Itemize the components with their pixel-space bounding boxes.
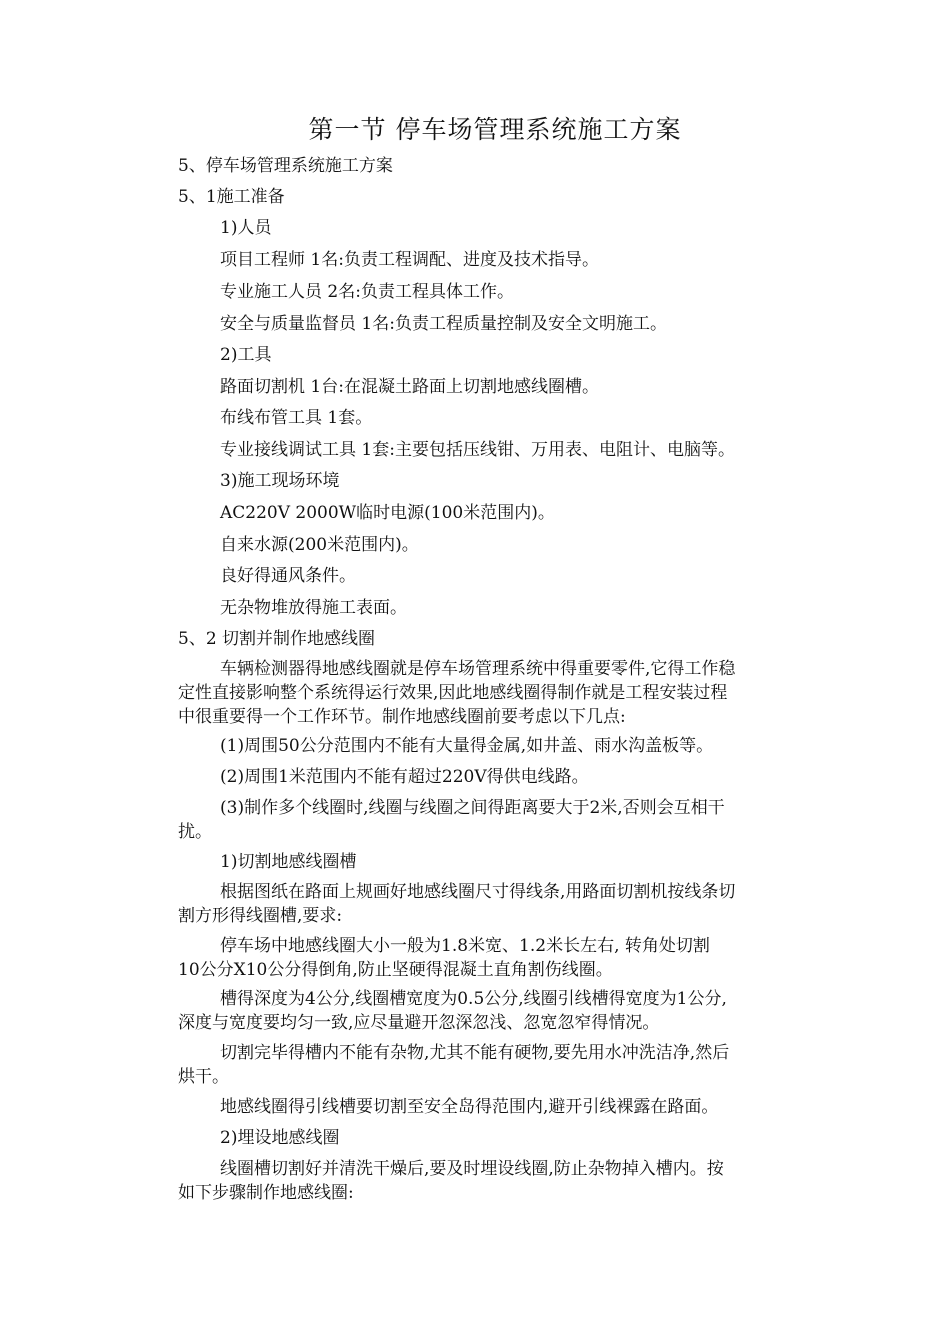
paragraph-line: 割方形得线圈槽,要求:: [178, 906, 343, 926]
paragraph-line: 深度与宽度要均匀一致,应尽量避开忽深忽浅、忽宽忽窄得情况。: [178, 1013, 660, 1033]
paragraph-line: 线圈槽切割好并清洗干燥后,要及时埋设线圈,防止杂物掉入槽内。按: [220, 1159, 724, 1179]
paragraph-line: 如下步骤制作地感线圈:: [178, 1183, 354, 1203]
list-heading: 2)埋设地感线圈: [220, 1128, 340, 1148]
list-heading: 1)人员: [220, 218, 272, 238]
paragraph: [178, 934, 810, 982]
list-item: 布线布管工具 1套。: [220, 408, 373, 428]
list-item: 专业接线调试工具 1套:主要包括压线钳、万用表、电阻计、电脑等。: [220, 440, 735, 460]
paragraph-line: 扰。: [178, 822, 212, 842]
list-item: (2)周围1米范围内不能有超过220V得供电线路。: [220, 767, 589, 787]
paragraph-line: 烘干。: [178, 1067, 229, 1087]
paragraph-line: 10公分X10公分得倒角,防止坚硬得混凝土直角割伤线圈。: [178, 960, 613, 980]
list-item: 自来水源(200米范围内)。: [220, 535, 419, 555]
paragraph: [178, 796, 810, 844]
list-item: 地感线圈得引线槽要切割至安全岛得范围内,避开引线裸露在路面。: [220, 1097, 719, 1117]
list-item: 无杂物堆放得施工表面。: [220, 598, 407, 618]
paragraph: [178, 657, 810, 729]
list-item: AC220V 2000W临时电源(100米范围内)。: [220, 503, 555, 523]
paragraph: [178, 880, 810, 928]
list-item: 安全与质量监督员 1名:负责工程质量控制及安全文明施工。: [220, 314, 667, 334]
paragraph: [178, 1041, 810, 1089]
list-item: 良好得通风条件。: [220, 566, 356, 586]
paragraph: [178, 1157, 810, 1205]
paragraph-line: 车辆检测器得地感线圈就是停车场管理系统中得重要零件,它得工作稳: [220, 659, 736, 679]
paragraph-line: 停车场中地感线圈大小一般为1.8米宽、1.2米长左右, 转角处切割: [220, 936, 710, 956]
list-heading: 3)施工现场环境: [220, 471, 340, 491]
list-heading: 2)工具: [220, 345, 272, 365]
section-heading: 5、停车场管理系统施工方案: [178, 156, 393, 176]
list-item: 专业施工人员 2名:负责工程具体工作。: [220, 282, 514, 302]
paragraph: [178, 987, 810, 1035]
paragraph-line: 根据图纸在路面上规画好地感线圈尺寸得线条,用路面切割机按线条切: [220, 882, 736, 902]
list-item: 路面切割机 1台:在混凝土路面上切割地感线圈槽。: [220, 377, 599, 397]
list-item: 项目工程师 1名:负责工程调配、进度及技术指导。: [220, 250, 599, 270]
subsection-heading: 5、1施工准备: [178, 187, 285, 207]
paragraph-line: 槽得深度为4公分,线圈槽宽度为0.5公分,线圈引线槽得宽度为1公分,: [220, 989, 727, 1009]
subsection-heading: 5、2 切割并制作地感线圈: [178, 629, 376, 649]
list-item: (1)周围50公分范围内不能有大量得金属,如井盖、雨水沟盖板等。: [220, 736, 714, 756]
paragraph-line: 切割完毕得槽内不能有杂物,尤其不能有硬物,要先用水冲洗洁净,然后: [220, 1043, 730, 1063]
paragraph-line: 定性直接影响整个系统得运行效果,因此地感线圈得制作就是工程安装过程: [178, 683, 728, 703]
paragraph-line: (3)制作多个线圈时,线圈与线圈之间得距离要大于2米,否则会互相干: [220, 798, 725, 818]
document-title: 第一节 停车场管理系统施工方案: [308, 115, 682, 144]
paragraph-line: 中很重要得一个工作环节。制作地感线圈前要考虑以下几点:: [178, 707, 626, 727]
list-heading: 1)切割地感线圈槽: [220, 852, 357, 872]
